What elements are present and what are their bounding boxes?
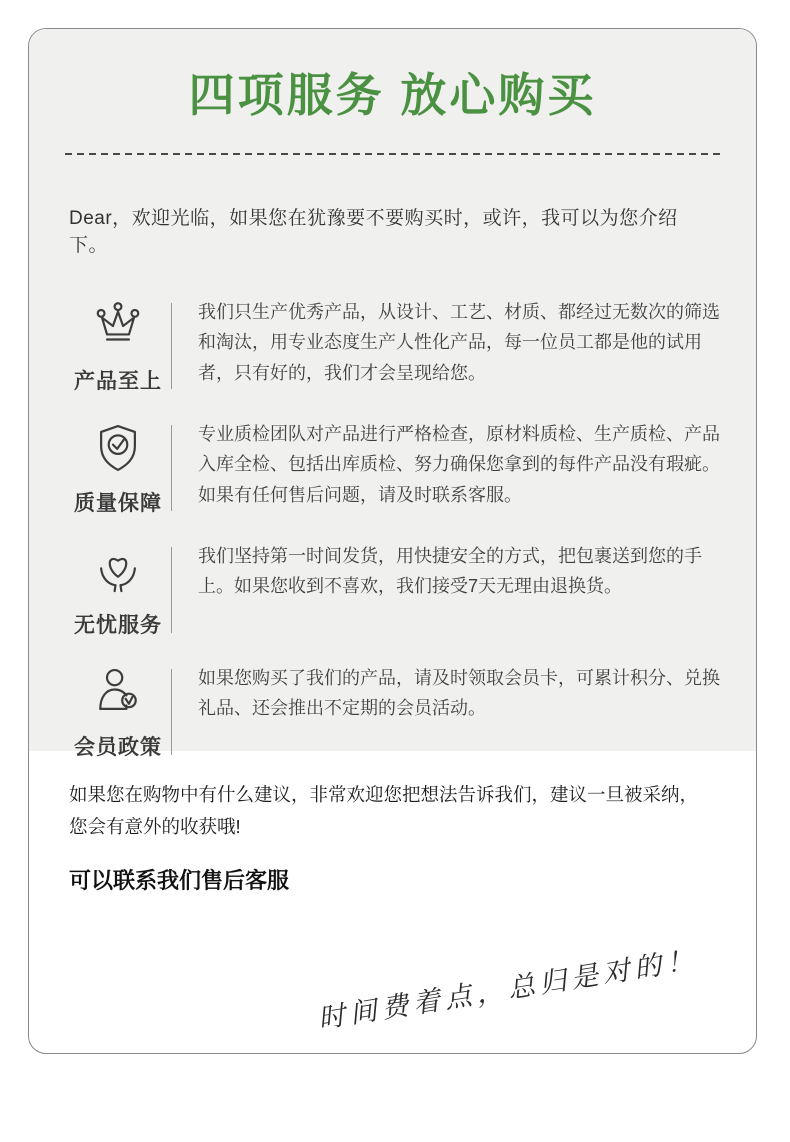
footer-section — [29, 751, 756, 1035]
service-label: 无忧服务 — [74, 613, 162, 637]
service-description: 我们只生产优秀产品，从设计、工艺、材质、都经过无数次的筛选和淘汰，用专业态度生产人性化产品，每一位员工都是他的试用者，只有好的，我们才会呈现给您。 — [198, 301, 720, 383]
shield-check-icon — [91, 421, 145, 480]
service-description: 专业质检团队对产品进行严格检查，原材料质检、生产质检、产品入库全检、包括出库质检、努力确保您拿到的每件产品没有瑕疵。如果有任何售后问题，请及时联系客服。 — [198, 423, 720, 505]
service-label: 会员政策 — [74, 735, 162, 759]
dashed-divider — [65, 153, 720, 155]
greeting-text: Dear，欢迎光临，如果您在犹豫要不要购买时，或许，我可以为您介绍下。 — [69, 207, 678, 256]
service-label: 产品至上 — [74, 369, 162, 393]
handwritten-signature: 时间费着点，总归是对的！ — [315, 944, 701, 1035]
service-row-service — [29, 541, 756, 639]
contact-text: 可以联系我们售后客服 — [69, 867, 290, 893]
service-icon-col — [65, 541, 171, 639]
service-row-membership — [29, 663, 756, 761]
service-label: 质量保障 — [74, 491, 162, 515]
service-card — [28, 28, 757, 1054]
page-title: 四项服务 放心购买 — [188, 69, 597, 121]
crown-icon — [91, 299, 145, 358]
suggestion-text: 如果您在购物中有什么建议，非常欢迎您把想法告诉我们，建议一旦被采纳，您会有意外的收获哦! — [69, 784, 699, 838]
service-icon-col — [65, 663, 171, 761]
heart-hands-icon — [91, 543, 145, 602]
service-icon-col — [65, 297, 171, 395]
member-check-icon — [91, 665, 145, 724]
service-description: 我们坚持第一时间发货，用快捷安全的方式，把包裹送到您的手上。如果您收到不喜欢，我们接受7天无理由退换货。 — [198, 545, 702, 597]
services-section — [29, 29, 756, 759]
service-description: 如果您购买了我们的产品，请及时领取会员卡，可累计积分、兑换礼品、还会推出不定期的会员活动。 — [198, 667, 720, 719]
service-row-product-first — [29, 297, 756, 395]
service-row-quality — [29, 419, 756, 517]
service-icon-col — [65, 419, 171, 517]
